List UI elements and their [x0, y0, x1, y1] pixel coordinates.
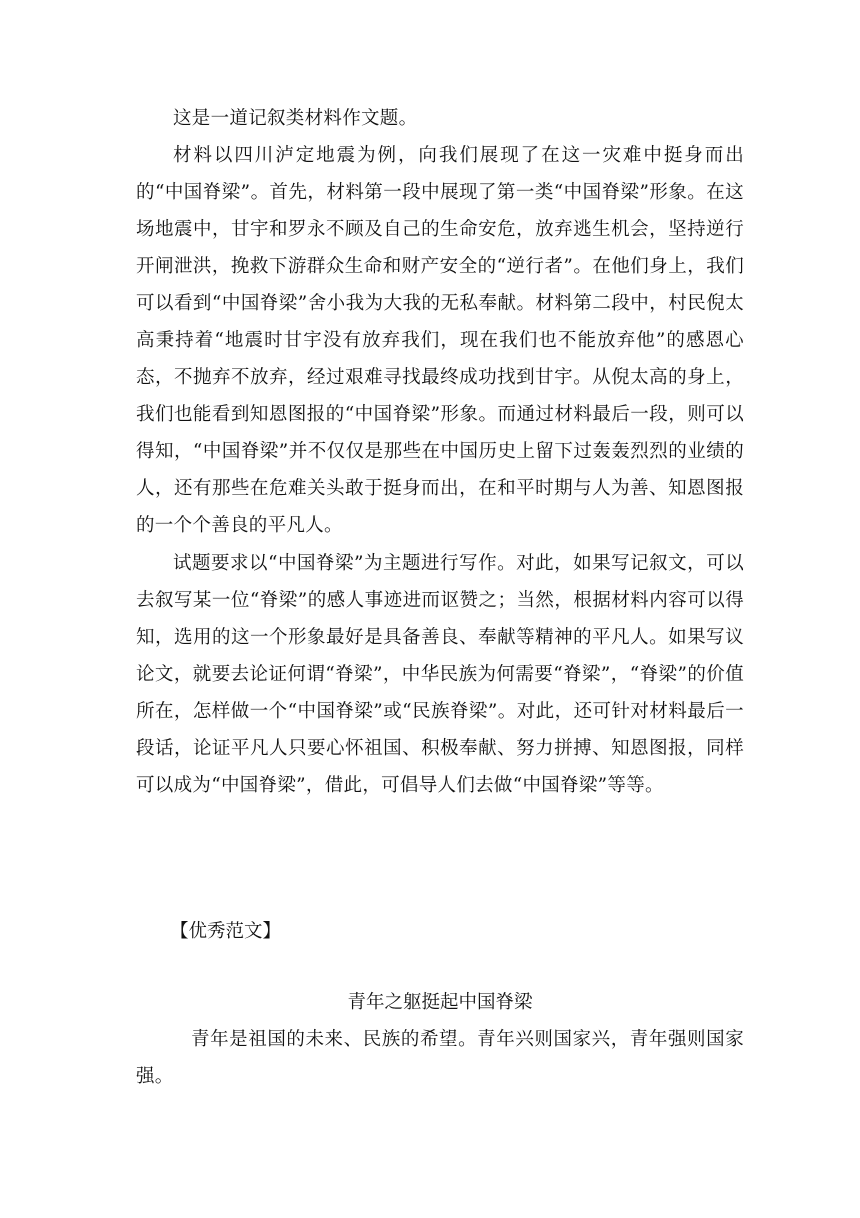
paragraph-writing-guidance: 试题要求以“中国脊梁”为主题进行写作。对此，如果写记叙文，可以去叙写某一位“脊梁”的感人事迹进而讴赞之；当然，根据材料内容可以得知，选用的这一个形象最好是具备善良、奉献等精神的平凡人。如果写议论文，就要去论证何谓“脊梁”，中华民族为何需要“脊梁”，“脊梁”的价值所在，怎样做一个“中国脊梁”或“民族脊梁”。对此，还可针对材料最后一段话，论证平凡人只要心怀祖国、积极奉献、努力拼搏、知恩图报，同样可以成为“中国脊梁”，借此，可倡导人们去做“中国脊梁”等等。	[136, 553, 744, 796]
section-label: 【优秀范文】	[170, 921, 282, 942]
paragraph-material-analysis: 材料以四川泸定地震为例，向我们展现了在这一灾难中挺身而出的“中国脊梁”。首先，材料第一段中展现了第一类“中国脊梁”形象。在这场地震中，甘宇和罗永不顾及自己的生命安危，放弃逃生机会，坚持逆行开闸泄洪，挽救下游群众生命和财产安全的“逆行者”。在他们身上，我们可以看到“中国脊梁”舍小我为大我的无私奉献。材料第二段中，村民倪太高秉持着“地震时甘宇没有放弃我们，现在我们也不能放弃他”的感恩心态，不抛弃不放弃，经过艰难寻找最终成功找到甘宇。从倪太高的身上，我们也能看到知恩图报的“中国脊梁”形象。而通过材料最后一段，则可以得知，“中国脊梁”并不仅仅是那些在中国历史上留下过轰轰烈烈的业绩的人，还有那些在危难关头敢于挺身而出，在和平时期与人为善、知恩图报的一个个善良的平凡人。	[136, 145, 744, 536]
essay-paragraph: 青年是祖国的未来、民族的希望。青年兴则国家兴，青年强则国家强。	[136, 1029, 744, 1087]
essay-title: 青年之躯挺起中国脊梁	[347, 992, 533, 1013]
paragraph-intro: 这是一道记叙类材料作文题。	[173, 108, 418, 129]
